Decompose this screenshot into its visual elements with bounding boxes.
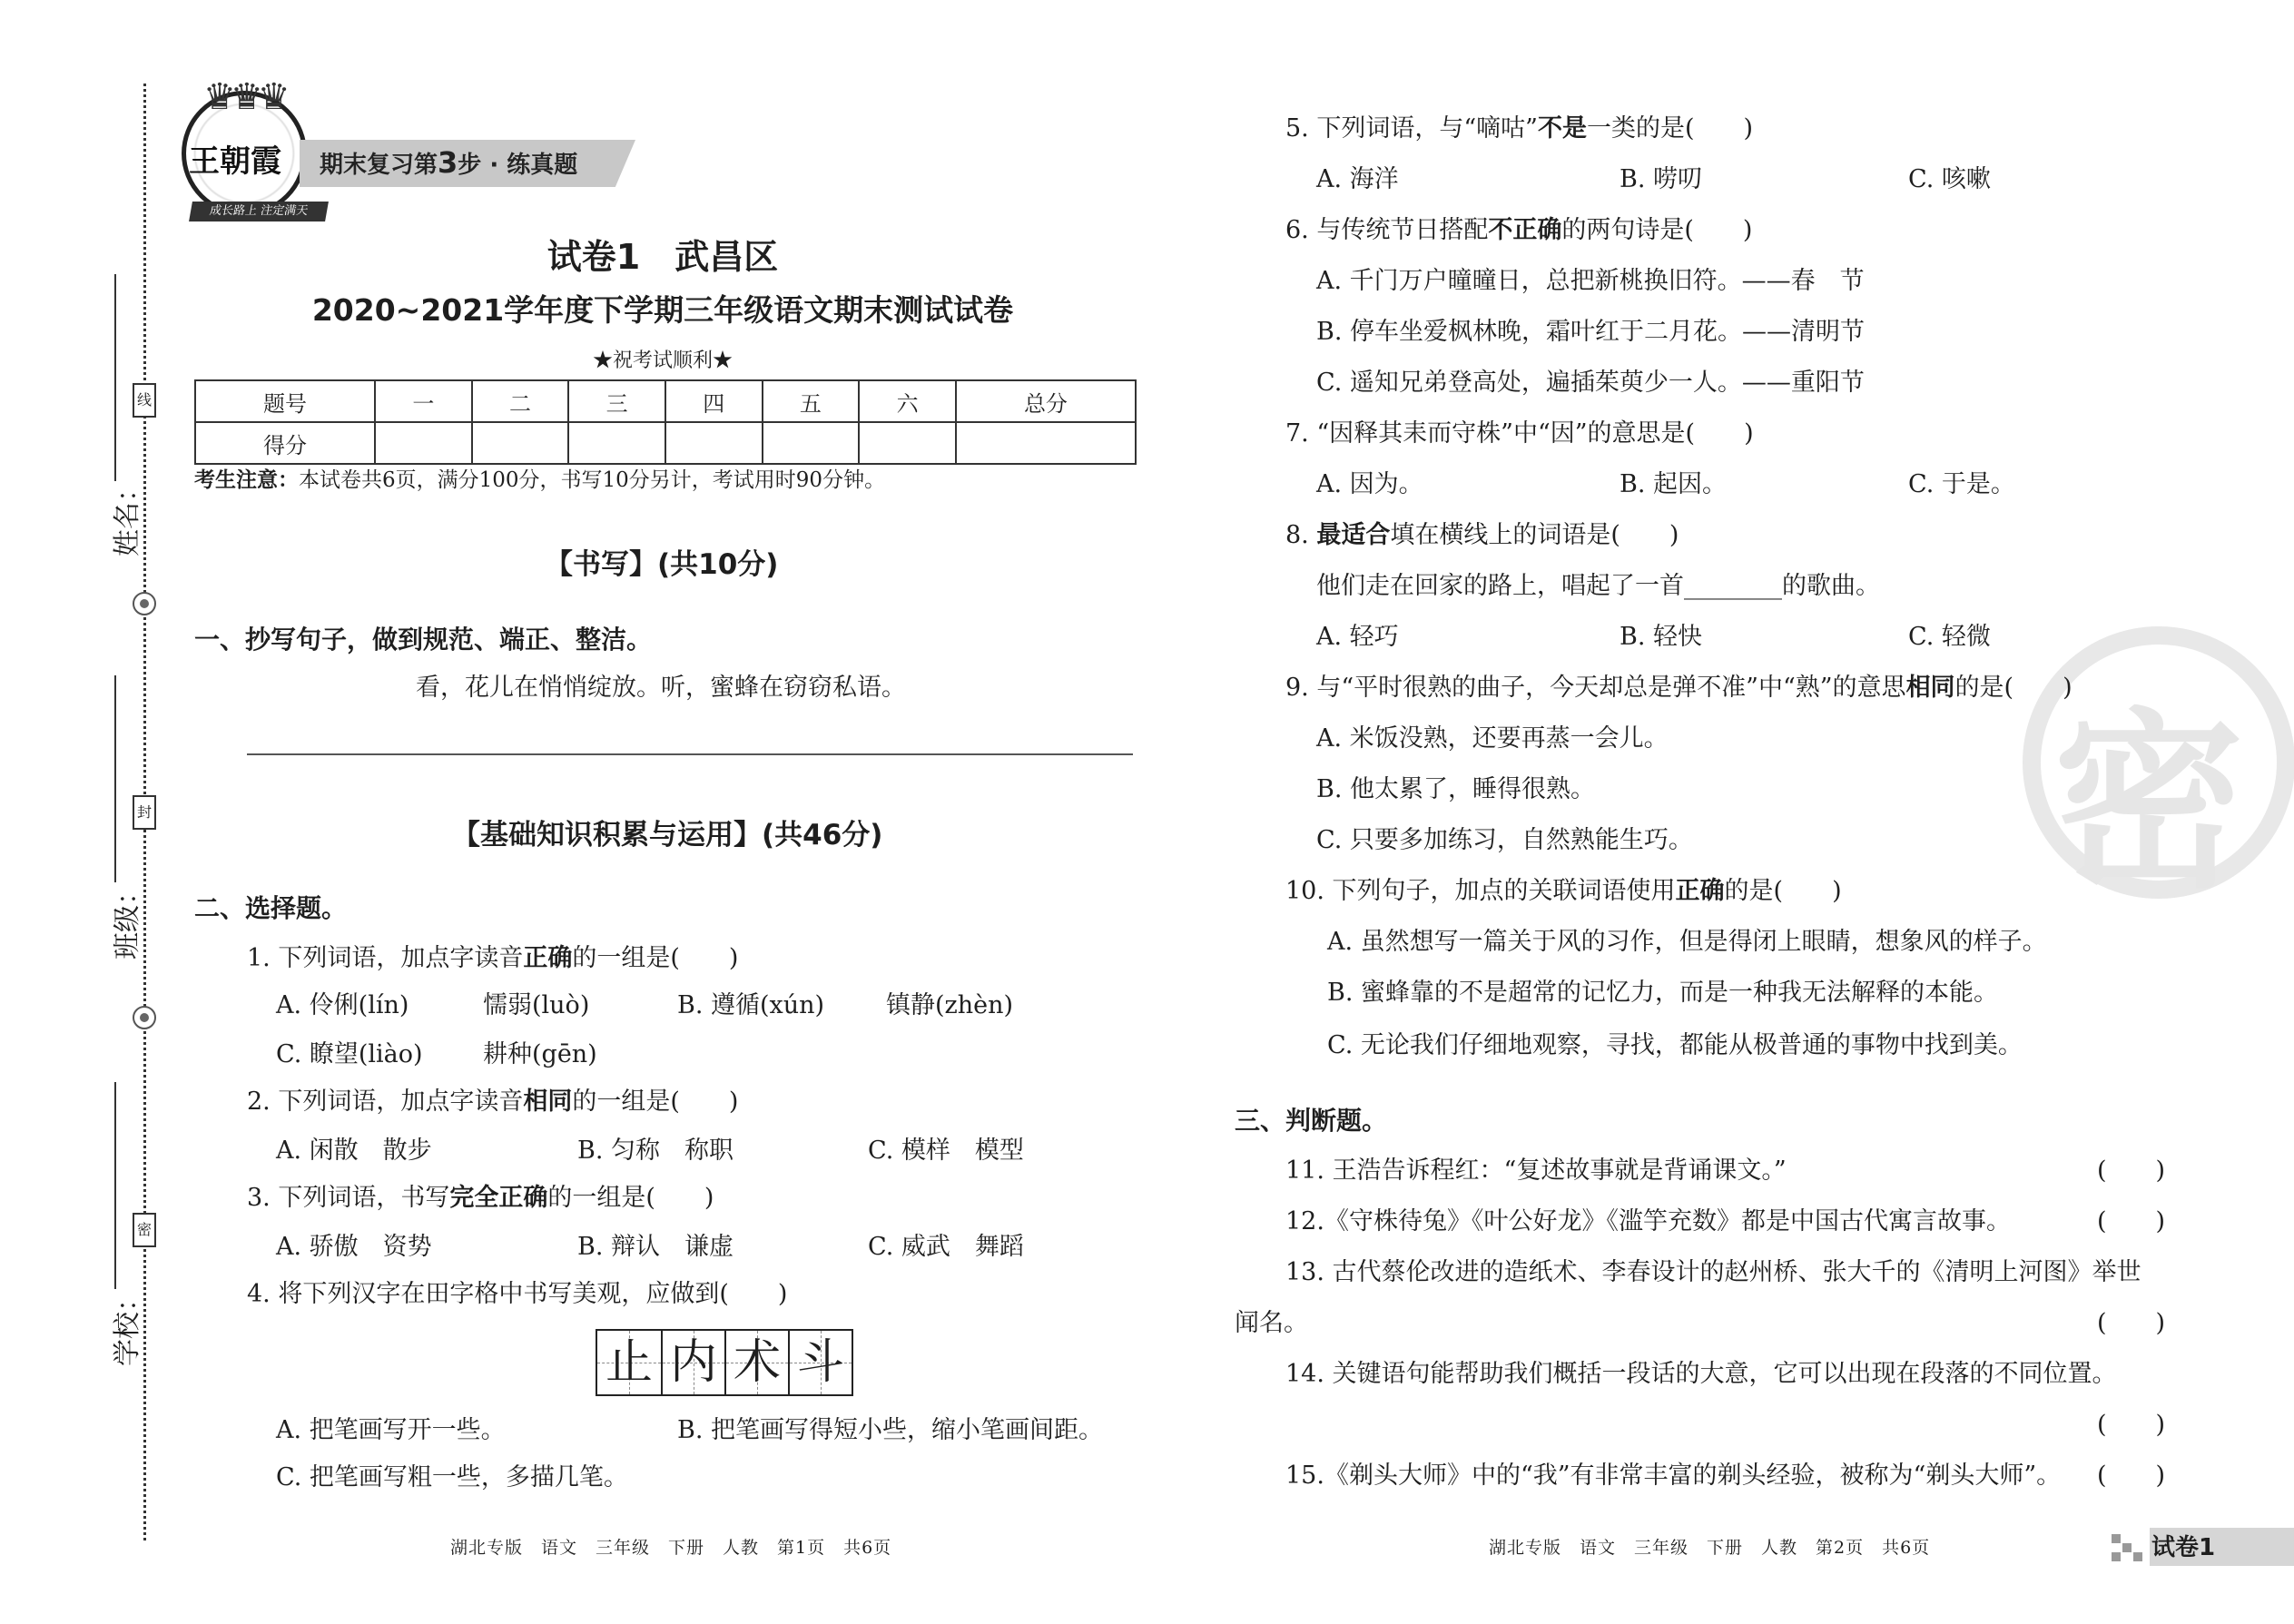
score-header-row <box>195 380 1136 422</box>
score-col-5: 五 <box>763 380 860 422</box>
corner-paper-label: 试卷1 <box>2151 1534 2216 1561</box>
score-col-6: 六 <box>859 380 956 422</box>
score-value-row <box>195 422 1136 464</box>
q6-option-b: B. 停车坐爱枫林晚，霜叶红于二月花。——清明节 <box>1316 318 1866 346</box>
q8-sentence: 他们走在回家的路上，唱起了一首________的歌曲。 <box>1316 572 1880 600</box>
brand-ribbon: 成长路上 注定满天 <box>189 202 329 221</box>
corner-squares-icon <box>2112 1534 2144 1561</box>
q8-option-b: B. 轻快 <box>1620 623 1703 651</box>
score-col-1: 一 <box>375 380 472 422</box>
q1-option-b: B. 遵循(xún) <box>677 991 825 1019</box>
q1-stem: 1. 下列词语，加点字读音正确的一组是( ) <box>247 944 739 972</box>
q11-statement: 11. 王浩告诉程红：“复述故事就是背诵课文。” <box>1285 1156 1787 1185</box>
score-cell-1[interactable] <box>375 422 472 464</box>
grid-cell: 斗 <box>788 1331 852 1394</box>
school-input-line[interactable] <box>114 1082 116 1289</box>
q4-option-c: C. 把笔画写粗一些，多描几笔。 <box>276 1463 628 1491</box>
q8-stem: 8. 最适合填在横线上的词语是( ) <box>1285 521 1679 549</box>
seal-watermark-glyph: 密 <box>2053 692 2245 914</box>
footer-right: 湖北专版 语文 三年级 下册 人教 第2页 共6页 <box>1489 1538 1931 1558</box>
q4-option-a: A. 把笔画写开一些。 <box>276 1416 506 1444</box>
banner-text: 期末复习第3步 · 练真题 <box>320 145 578 180</box>
seal-mark-mi: 密 <box>133 1213 156 1247</box>
q2-option-c: C. 模样 模型 <box>868 1137 1024 1165</box>
q13-statement-cont: 闻名。 <box>1235 1309 1308 1337</box>
q-copy-instruction: 一、抄写句子，做到规范、端正、整洁。 <box>194 625 653 655</box>
q13-statement: 13. 古代蔡伦改进的造纸术、李春设计的赵州桥、张大千的《清明上河图》举世 <box>1285 1258 2141 1286</box>
copy-answer-line[interactable] <box>247 753 1133 755</box>
name-input-line[interactable] <box>114 274 116 481</box>
q12-answer-bracket[interactable]: ( ) <box>2097 1207 2166 1235</box>
crown-icon: ♛♛♛ <box>203 76 285 118</box>
q1-option-a: A. 伶俐(lín) <box>276 991 409 1019</box>
q6-stem: 6. 与传统节日搭配不正确的两句诗是( ) <box>1285 216 1753 244</box>
grid-cell: 止 <box>597 1331 661 1394</box>
score-col-total: 总分 <box>956 380 1136 422</box>
class-input-line[interactable] <box>114 675 116 882</box>
q9-option-b: B. 他太累了，睡得很熟。 <box>1316 775 1596 803</box>
exam-notice: 考生注意：本试卷共6页，满分100分，书写10分另计，考试用时90分钟。 <box>194 468 886 492</box>
q2-option-b: B. 匀称 称职 <box>577 1137 734 1165</box>
q8-option-c: C. 轻微 <box>1908 623 1991 651</box>
exam-wish: ★祝考试顺利★ <box>592 349 733 372</box>
class-label: 班级： <box>112 878 143 960</box>
q5-option-b: B. 唠叨 <box>1620 165 1703 193</box>
q2-option-a: A. 闲散 散步 <box>276 1137 432 1165</box>
q9-option-a: A. 米饭没熟，还要再蒸一会儿。 <box>1316 724 1669 753</box>
q9-stem: 9. 与“平时很熟的曲子，今天却总是弹不准”中“熟”的意思相同的是( ) <box>1285 674 2072 702</box>
q5-option-a: A. 海洋 <box>1316 165 1399 193</box>
brand-logo-text: 王朝霞 <box>189 143 281 180</box>
q3-option-c: C. 威武 舞蹈 <box>868 1233 1024 1261</box>
section-basic-title: 【基础知识积累与运用】(共46分) <box>452 819 883 851</box>
score-cell-4[interactable] <box>665 422 763 464</box>
q1-option-b2: 镇静(zhèn) <box>886 991 1014 1019</box>
q14-statement: 14. 关键语句能帮助我们概括一段话的大意，它可以出现在段落的不同位置。 <box>1285 1360 2117 1388</box>
tianzige-grid <box>596 1329 853 1396</box>
school-label: 学校： <box>112 1284 143 1366</box>
score-cell-2[interactable] <box>472 422 569 464</box>
binding-hole-2 <box>133 1006 156 1029</box>
seal-mark-xian: 线 <box>133 383 156 418</box>
q3-option-b: B. 辩认 谦虚 <box>577 1233 734 1261</box>
score-cell-6[interactable] <box>859 422 956 464</box>
q6-option-a: A. 千门万户曈曈日，总把新桃换旧符。——春 节 <box>1316 267 1865 295</box>
score-row-label: 得分 <box>195 422 375 464</box>
q3-option-a: A. 骄傲 资势 <box>276 1233 432 1261</box>
score-cell-total[interactable] <box>956 422 1136 464</box>
q10-option-a: A. 虽然想写一篇关于风的习作，但是得闭上眼睛，想象风的样子。 <box>1327 928 2047 956</box>
q7-option-a: A. 因为。 <box>1316 470 1423 498</box>
q2-stem: 2. 下列词语，加点字读音相同的一组是( ) <box>247 1088 739 1116</box>
binding-hole-1 <box>133 592 156 615</box>
q11-answer-bracket[interactable]: ( ) <box>2097 1156 2166 1185</box>
name-label: 姓名： <box>112 475 143 556</box>
q14-answer-bracket[interactable]: ( ) <box>2097 1411 2166 1439</box>
q13-answer-bracket[interactable]: ( ) <box>2097 1309 2166 1337</box>
q1-option-a2: 懦弱(luò) <box>483 991 590 1019</box>
q15-answer-bracket[interactable]: ( ) <box>2097 1462 2166 1490</box>
q7-option-c: C. 于是。 <box>1908 470 2015 498</box>
score-table <box>194 379 1137 465</box>
q10-stem: 10. 下列句子，加点的关联词语使用正确的是( ) <box>1285 877 1842 905</box>
q3-stem: 3. 下列词语，书写完全正确的一组是( ) <box>247 1184 714 1212</box>
score-cell-5[interactable] <box>763 422 860 464</box>
q10-option-c: C. 无论我们仔细地观察，寻找，都能从极普通的事物中找到美。 <box>1327 1031 2023 1059</box>
seal-mark-feng: 封 <box>133 795 156 830</box>
score-col-2: 二 <box>472 380 569 422</box>
q6-option-c: C. 遥知兄弟登高处，遍插茱萸少一人。——重阳节 <box>1316 369 1865 397</box>
grid-cell: 内 <box>661 1331 724 1394</box>
q15-statement: 15.《剃头大师》中的“我”有非常丰富的剃头经验，被称为“剃头大师”。 <box>1285 1462 2062 1490</box>
q12-statement: 12.《守株待兔》《叶公好龙》《滥竽充数》都是中国古代寓言故事。 <box>1285 1207 2011 1235</box>
q5-option-c: C. 咳嗽 <box>1908 165 1991 193</box>
q4-stem: 4. 将下列汉字在田字格中书写美观，应做到( ) <box>247 1280 788 1308</box>
q9-option-c: C. 只要多加练习，自然熟能生巧。 <box>1316 826 1693 854</box>
part2-title: 二、选择题。 <box>194 893 348 923</box>
score-cell-3[interactable] <box>568 422 665 464</box>
score-col-3: 三 <box>568 380 665 422</box>
q5-stem: 5. 下列词语，与“嘀咕”不是一类的是( ) <box>1285 114 1754 143</box>
score-col-label: 题号 <box>195 380 375 422</box>
q7-option-b: B. 起因。 <box>1620 470 1728 498</box>
paper-subtitle: 2020~2021学年度下学期三年级语文期末测试试卷 <box>311 292 1014 328</box>
q10-option-b: B. 蜜蜂靠的不是超常的记忆力，而是一种我无法解释的本能。 <box>1327 979 1999 1007</box>
copy-sentence: 看，花儿在悄悄绽放。听，蜜蜂在窃窃私语。 <box>416 674 906 702</box>
q8-option-a: A. 轻巧 <box>1316 623 1399 651</box>
q7-stem: 7. “因释其耒而守株”中“因”的意思是( ) <box>1285 419 1754 448</box>
score-col-4: 四 <box>665 380 763 422</box>
part3-title: 三、判断题。 <box>1235 1106 1388 1136</box>
q1-option-c: C. 瞭望(liào) <box>276 1040 423 1068</box>
paper-title: 试卷1 武昌区 <box>546 237 779 277</box>
q1-option-c2: 耕种(gēn) <box>483 1040 597 1068</box>
footer-left: 湖北专版 语文 三年级 下册 人教 第1页 共6页 <box>450 1538 892 1558</box>
grid-cell: 术 <box>724 1331 788 1394</box>
section-writing-title: 【书写】(共10分) <box>545 548 779 581</box>
q4-option-b: B. 把笔画写得短小些，缩小笔画间距。 <box>677 1416 1104 1444</box>
